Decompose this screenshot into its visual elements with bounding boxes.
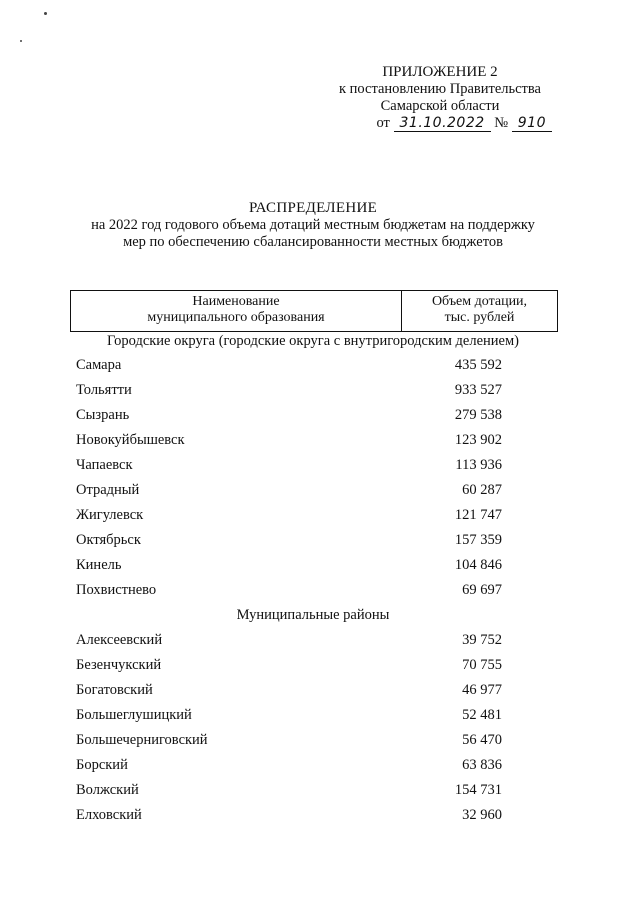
handwritten-number: 910: [512, 115, 552, 132]
number-label: №: [494, 115, 509, 131]
appendix-block: [320, 64, 560, 132]
row-value: 157 359: [454, 532, 502, 548]
row-value: 154 731: [454, 782, 502, 798]
appendix-title: ПРИЛОЖЕНИЕ 2: [382, 64, 498, 80]
table-row: [76, 557, 516, 577]
table-row: [76, 732, 516, 752]
row-value: 121 747: [454, 507, 502, 523]
row-value: 933 527: [454, 382, 502, 398]
table-row: [76, 382, 516, 402]
row-value: 104 846: [454, 557, 502, 573]
table-row: [76, 482, 516, 502]
table-row: [76, 757, 516, 777]
table-row: [76, 532, 516, 552]
column-header-amount: [402, 291, 557, 331]
appendix-line-1: к постановлению Правительства: [339, 81, 541, 97]
row-value: 46 977: [462, 682, 502, 698]
row-name: Большеглушицкий: [76, 707, 192, 723]
row-name: Жигулевск: [76, 507, 144, 523]
row-name: Новокуйбышевск: [76, 432, 185, 448]
column-header-name: [71, 291, 402, 331]
heading-title: РАСПРЕДЕЛЕНИЕ: [248, 200, 378, 216]
row-name: Октябрьск: [76, 532, 141, 548]
table-row: [76, 657, 516, 677]
table-row: [76, 407, 516, 427]
date-prefix: от: [376, 115, 390, 131]
row-name: Безенчукский: [76, 657, 162, 673]
row-name: Волжский: [76, 782, 139, 798]
row-value: 32 960: [462, 807, 502, 823]
section-title-municipal-districts: Муниципальные районы: [236, 607, 390, 623]
appendix-date-line: [320, 115, 560, 132]
row-value: 52 481: [462, 707, 502, 723]
appendix-line-2: Самарской области: [380, 98, 500, 114]
row-name: Алексеевский: [76, 632, 163, 648]
document-heading: [70, 200, 556, 251]
row-name: Большечерниговский: [76, 732, 208, 748]
column-header-name-line-1: Наименование: [192, 294, 280, 309]
row-name: Борский: [76, 757, 128, 773]
scan-speck: [44, 12, 47, 15]
heading-line-1: на 2022 год годового объема дотаций местным бюджетам на поддержку: [91, 217, 535, 233]
heading-line-2: мер по обеспечению сбалансированности местных бюджетов: [123, 234, 503, 250]
handwritten-date: 31.10.2022: [394, 115, 491, 132]
row-name: Чапаевск: [76, 457, 133, 473]
row-name: Тольятти: [76, 382, 132, 398]
row-value: 279 538: [454, 407, 502, 423]
table-row: [76, 432, 516, 452]
column-header-amount-line-2: тыс. рублей: [444, 310, 515, 325]
table-row: [76, 507, 516, 527]
table-row: [76, 357, 516, 377]
column-header-name-line-2: муниципального образования: [147, 310, 325, 325]
row-value: 60 287: [462, 482, 502, 498]
row-value: 70 755: [462, 657, 502, 673]
row-value: 435 592: [454, 357, 502, 373]
row-name: Отрадный: [76, 482, 140, 498]
row-value: 56 470: [462, 732, 502, 748]
row-name: Похвистнево: [76, 582, 157, 598]
table-row: [76, 782, 516, 802]
column-header-amount-line-1: Объем дотации,: [431, 294, 528, 309]
row-value: 123 902: [454, 432, 502, 448]
table-header: [70, 290, 558, 332]
table-row: [76, 807, 516, 827]
row-value: 63 836: [462, 757, 502, 773]
table-row: [76, 707, 516, 727]
table-row: [76, 632, 516, 652]
row-name: Сызрань: [76, 407, 130, 423]
table-row: [76, 582, 516, 602]
row-name: Богатовский: [76, 682, 153, 698]
row-name: Елховский: [76, 807, 142, 823]
row-name: Кинель: [76, 557, 122, 573]
table-row: [76, 457, 516, 477]
row-name: Самара: [76, 357, 122, 373]
row-value: 69 697: [462, 582, 502, 598]
row-value: 113 936: [455, 457, 502, 473]
section-title-city-districts: Городские округа (городские округа с внутригородским делением): [107, 333, 519, 349]
scan-speck: [20, 40, 22, 42]
row-value: 39 752: [462, 632, 502, 648]
table-row: [76, 682, 516, 702]
